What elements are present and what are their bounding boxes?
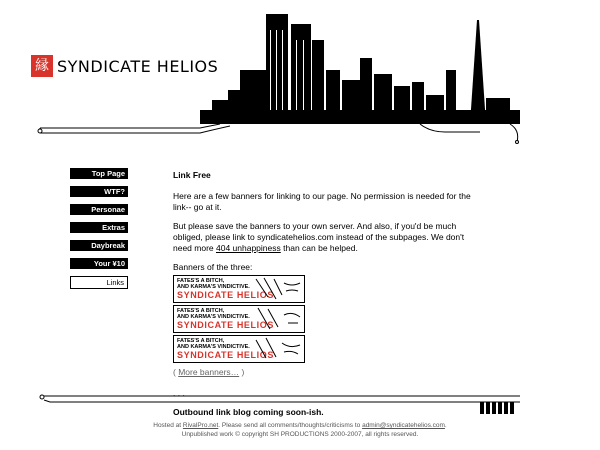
nav-your-10[interactable]: Your ¥10 bbox=[70, 258, 128, 269]
banner-image[interactable]: FATES'S A BITCH, AND KARMA'S VINDICTIVE. SYNDICATE HELIOS bbox=[173, 305, 305, 333]
nav-wtf[interactable]: WTF? bbox=[70, 186, 128, 197]
manga-face-icon bbox=[254, 277, 302, 301]
more-banners-link[interactable]: More banners… bbox=[178, 367, 240, 377]
save-banners-paragraph: But please save the banners to your own server. And also, if you'd be much obliged, please link to syndicatehelios.com instead of the subpages. We don't need more 404 unhappiness than can be helped. bbox=[173, 221, 465, 253]
page-title: Link Free bbox=[173, 170, 211, 180]
copyright: Unpublished work © copyright SH PRODUCTIONS 2000-2007, all rights reserved. bbox=[181, 431, 419, 438]
nav-top-page[interactable]: Top Page bbox=[70, 168, 128, 179]
banner-image[interactable]: FATES'S A BITCH, AND KARMA'S VINDICTIVE. SYNDICATE HELIOS bbox=[173, 335, 305, 363]
sidebar-nav bbox=[70, 168, 128, 296]
ellipsis-divider: . . . bbox=[173, 388, 185, 398]
manga-face-icon bbox=[254, 337, 302, 361]
outbound-note: Outbound link blog coming soon-ish. bbox=[173, 407, 324, 417]
nav-extras[interactable]: Extras bbox=[70, 222, 128, 233]
banners-label: Banners of the three: bbox=[173, 262, 253, 272]
site-title: SYNDICATE HELIOS bbox=[57, 56, 219, 76]
footer-line-graphic bbox=[0, 380, 600, 420]
more-banners: ( More banners… ) bbox=[173, 367, 245, 377]
logo-seal-icon: 縁 bbox=[31, 55, 53, 77]
banner-gallery bbox=[173, 275, 438, 363]
nav-personae[interactable]: Personae bbox=[70, 204, 128, 215]
nav-links[interactable]: Links bbox=[70, 276, 128, 289]
site-logo[interactable] bbox=[31, 55, 218, 77]
nav-daybreak[interactable]: Daybreak bbox=[70, 240, 128, 251]
banner-image[interactable]: FATES'S A BITCH, AND KARMA'S VINDICTIVE. SYNDICATE HELIOS bbox=[173, 275, 305, 303]
footer-bar-decoration bbox=[480, 402, 514, 414]
email-link[interactable]: admin@syndicatehelios.com bbox=[362, 422, 445, 429]
intro-paragraph: Here are a few banners for linking to our page. No permission is needed for the link-- go at it. bbox=[173, 191, 471, 212]
manga-face-icon bbox=[254, 307, 302, 331]
site-footer: Hosted at RivalPro.net. Please send all comments/thoughts/criticisms to admin@syndicatehelios.com. Unpublished work © copyright SH PRODUCTIONS 2000-2007, all rights reserved. bbox=[0, 421, 600, 439]
host-link[interactable]: RivalPro.net bbox=[182, 422, 219, 429]
404-unhappiness-link[interactable]: 404 unhappiness bbox=[216, 243, 281, 253]
